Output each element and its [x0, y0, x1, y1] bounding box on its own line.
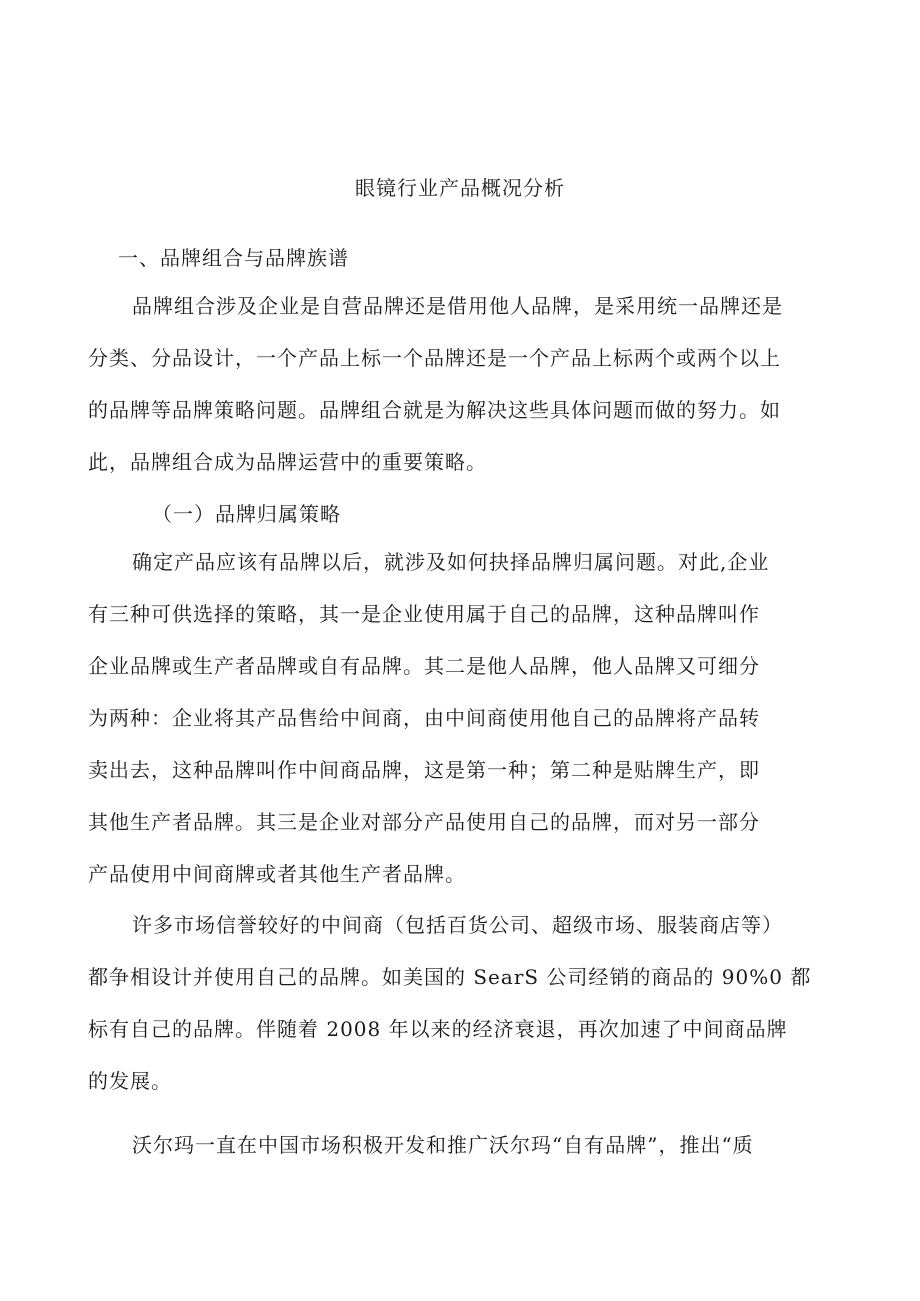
paragraph-line: 分类、分品设计，一个产品上标一个品牌还是一个产品上标两个或两个以上: [88, 346, 781, 370]
paragraph-line: 有三种可供选择的策略，其一是企业使用属于自己的品牌，这种品牌叫作: [88, 602, 760, 626]
paragraph-line: 确定产品应该有品牌以后，就涉及如何抉择品牌归属问题。对此,企业: [132, 550, 770, 574]
paragraph-line: 企业品牌或生产者品牌或自有品牌。其二是他人品牌，他人品牌又可细分: [88, 654, 760, 678]
paragraph-walmart: [88, 1119, 754, 1171]
paragraph-brand-portfolio: [88, 280, 783, 488]
paragraph-line: 此，品牌组合成为品牌运营中的重要策略。: [88, 450, 487, 474]
paragraph-line: 品牌组合涉及企业是自营品牌还是借用他人品牌，是采用统一品牌还是: [132, 294, 783, 318]
paragraph-line: 的品牌等品牌策略问题。品牌组合就是为解决这些具体问题而做的努力。如: [88, 398, 781, 422]
paragraph-line: 产品使用中间商牌或者其他生产者品牌。: [88, 862, 466, 886]
paragraph-brand-ownership: [88, 536, 769, 900]
paragraph-line: 都争相设计并使用自己的品牌。如美国的 SearS 公司经销的商品的 90%0 都: [88, 965, 812, 989]
paragraph-line: 沃尔玛一直在中国市场积极开发和推广沃尔玛“自有品牌”，推出“质: [132, 1133, 754, 1157]
paragraph-line: 标有自己的品牌。伴随着 2008 年以来的经济衰退，再次加速了中间商品牌: [88, 1017, 788, 1041]
paragraph-line: 卖出去，这种品牌叫作中间商品牌，这是第一种；第二种是贴牌生产，即: [88, 758, 760, 782]
paragraph-intermediary-brands: [88, 899, 811, 1107]
paragraph-line: 的发展。: [88, 1069, 172, 1093]
paragraph-line: 其他生产者品牌。其三是企业对部分产品使用自己的品牌，而对另一部分: [88, 810, 760, 834]
subsection-heading: （一）品牌归属策略: [152, 502, 341, 526]
document-title: 眼镜行业产品概况分析: [355, 176, 565, 200]
section-heading: 一、品牌组合与品牌族谱: [118, 246, 349, 270]
paragraph-line: 许多市场信誉较好的中间商（包括百货公司、超级市场、服装商店等）: [132, 913, 783, 937]
paragraph-line: 为两种：企业将其产品售给中间商，由中间商使用他自己的品牌将产品转: [88, 706, 760, 730]
